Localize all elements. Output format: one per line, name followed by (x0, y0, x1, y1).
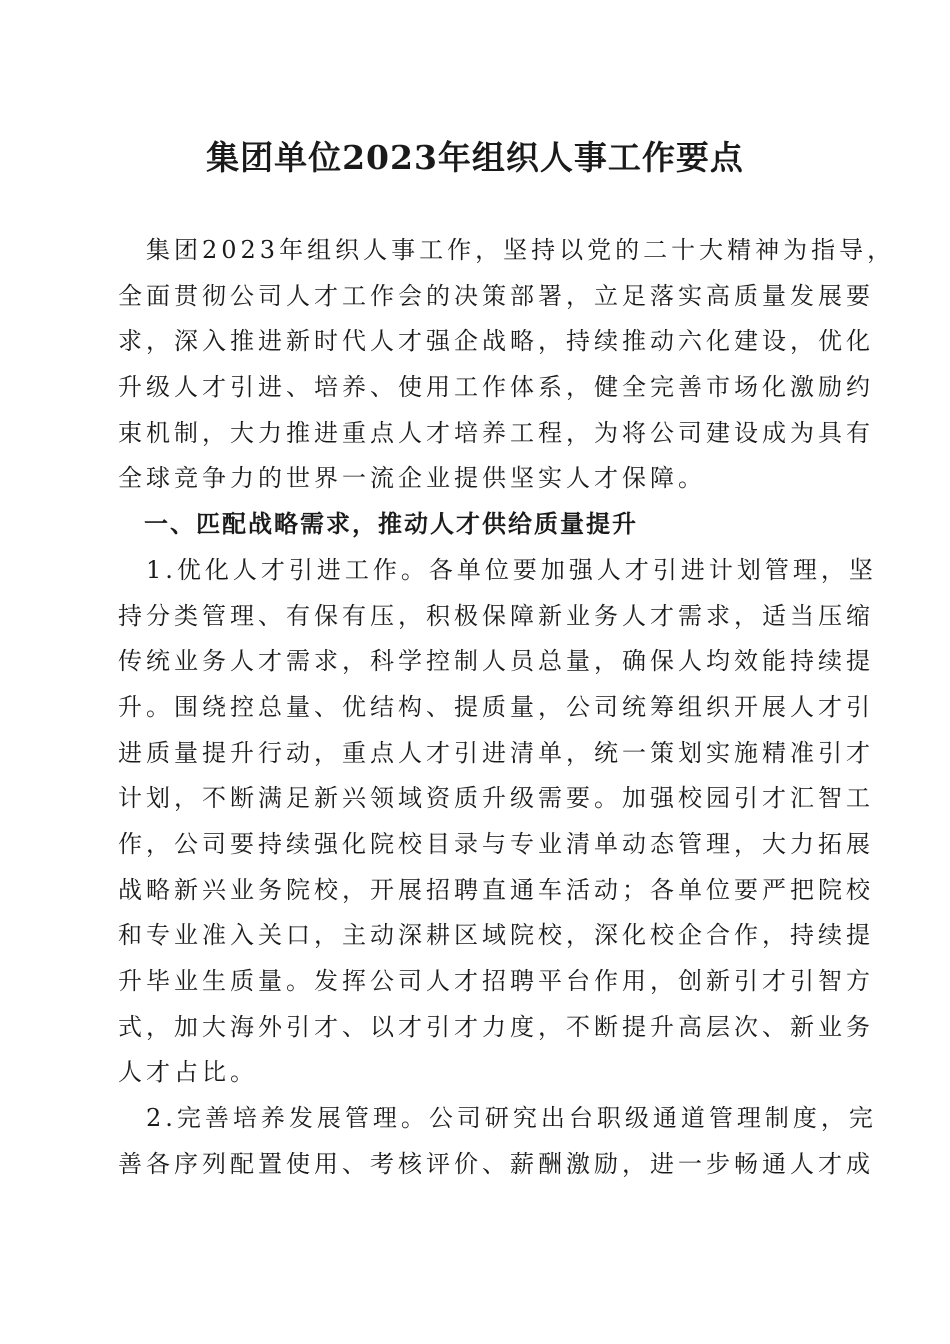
paragraph-line: 束机制，大力推进重点人才培养工程，为将公司建设成为具有 (118, 418, 874, 447)
paragraph-line: 进质量提升行动，重点人才引进清单，统一策划实施精准引才 (118, 738, 874, 767)
paragraph-line: 持分类管理、有保有压，积极保障新业务人才需求，适当压缩 (118, 601, 874, 630)
paragraph-line: 求，深入推进新时代人才强企战略，持续推动六化建设，优化 (118, 327, 874, 356)
paragraph-line: 全面贯彻公司人才工作会的决策部署，立足落实高质量发展要 (118, 281, 874, 310)
paragraph-line: 人才占比。 (118, 1058, 258, 1087)
paragraph-line: 式，加大海外引才、以才引才力度，不断提升高层次、新业务 (118, 1012, 874, 1041)
paragraph-line: 升级人才引进、培养、使用工作体系，健全完善市场化激励约 (118, 373, 874, 402)
paragraph-line: 和专业准入关口，主动深耕区域院校，深化校企合作，持续提 (118, 921, 874, 950)
section-heading-line: 一、匹配战略需求，推动人才供给质量提升 (118, 510, 638, 539)
paragraph-line: 升。围绕控总量、优结构、提质量，公司统筹组织开展人才引 (118, 692, 874, 721)
paragraph-line: 计划，不断满足新兴领域资质升级需要。加强校园引才汇智工 (118, 784, 874, 813)
paragraph-line: 1.优化人才引进工作。各单位要加强人才引进计划管理，坚 (118, 555, 877, 584)
paragraph-line: 升毕业生质量。发挥公司人才招聘平台作用，创新引才引智方 (118, 967, 874, 995)
document-body (118, 228, 896, 1187)
document-title: 集团单位2023年组织人事工作要点 (206, 138, 744, 177)
paragraph-line: 战略新兴业务院校，开展招聘直通车活动；各单位要严把院校 (118, 875, 874, 904)
paragraph-line: 作，公司要持续强化院校目录与专业清单动态管理，大力拓展 (118, 829, 874, 858)
paragraph-line: 集团2023年组织人事工作，坚持以党的二十大精神为指导， (118, 236, 896, 264)
paragraph-line: 2.完善培养发展管理。公司研究出台职级通道管理制度，完 (118, 1104, 877, 1133)
paragraph-line: 传统业务人才需求，科学控制人员总量，确保人均效能持续提 (118, 647, 874, 676)
paragraph-line: 全球竞争力的世界一流企业提供坚实人才保障。 (118, 464, 706, 493)
paragraph-line: 善各序列配置使用、考核评价、薪酬激励，进一步畅通人才成 (118, 1149, 874, 1178)
